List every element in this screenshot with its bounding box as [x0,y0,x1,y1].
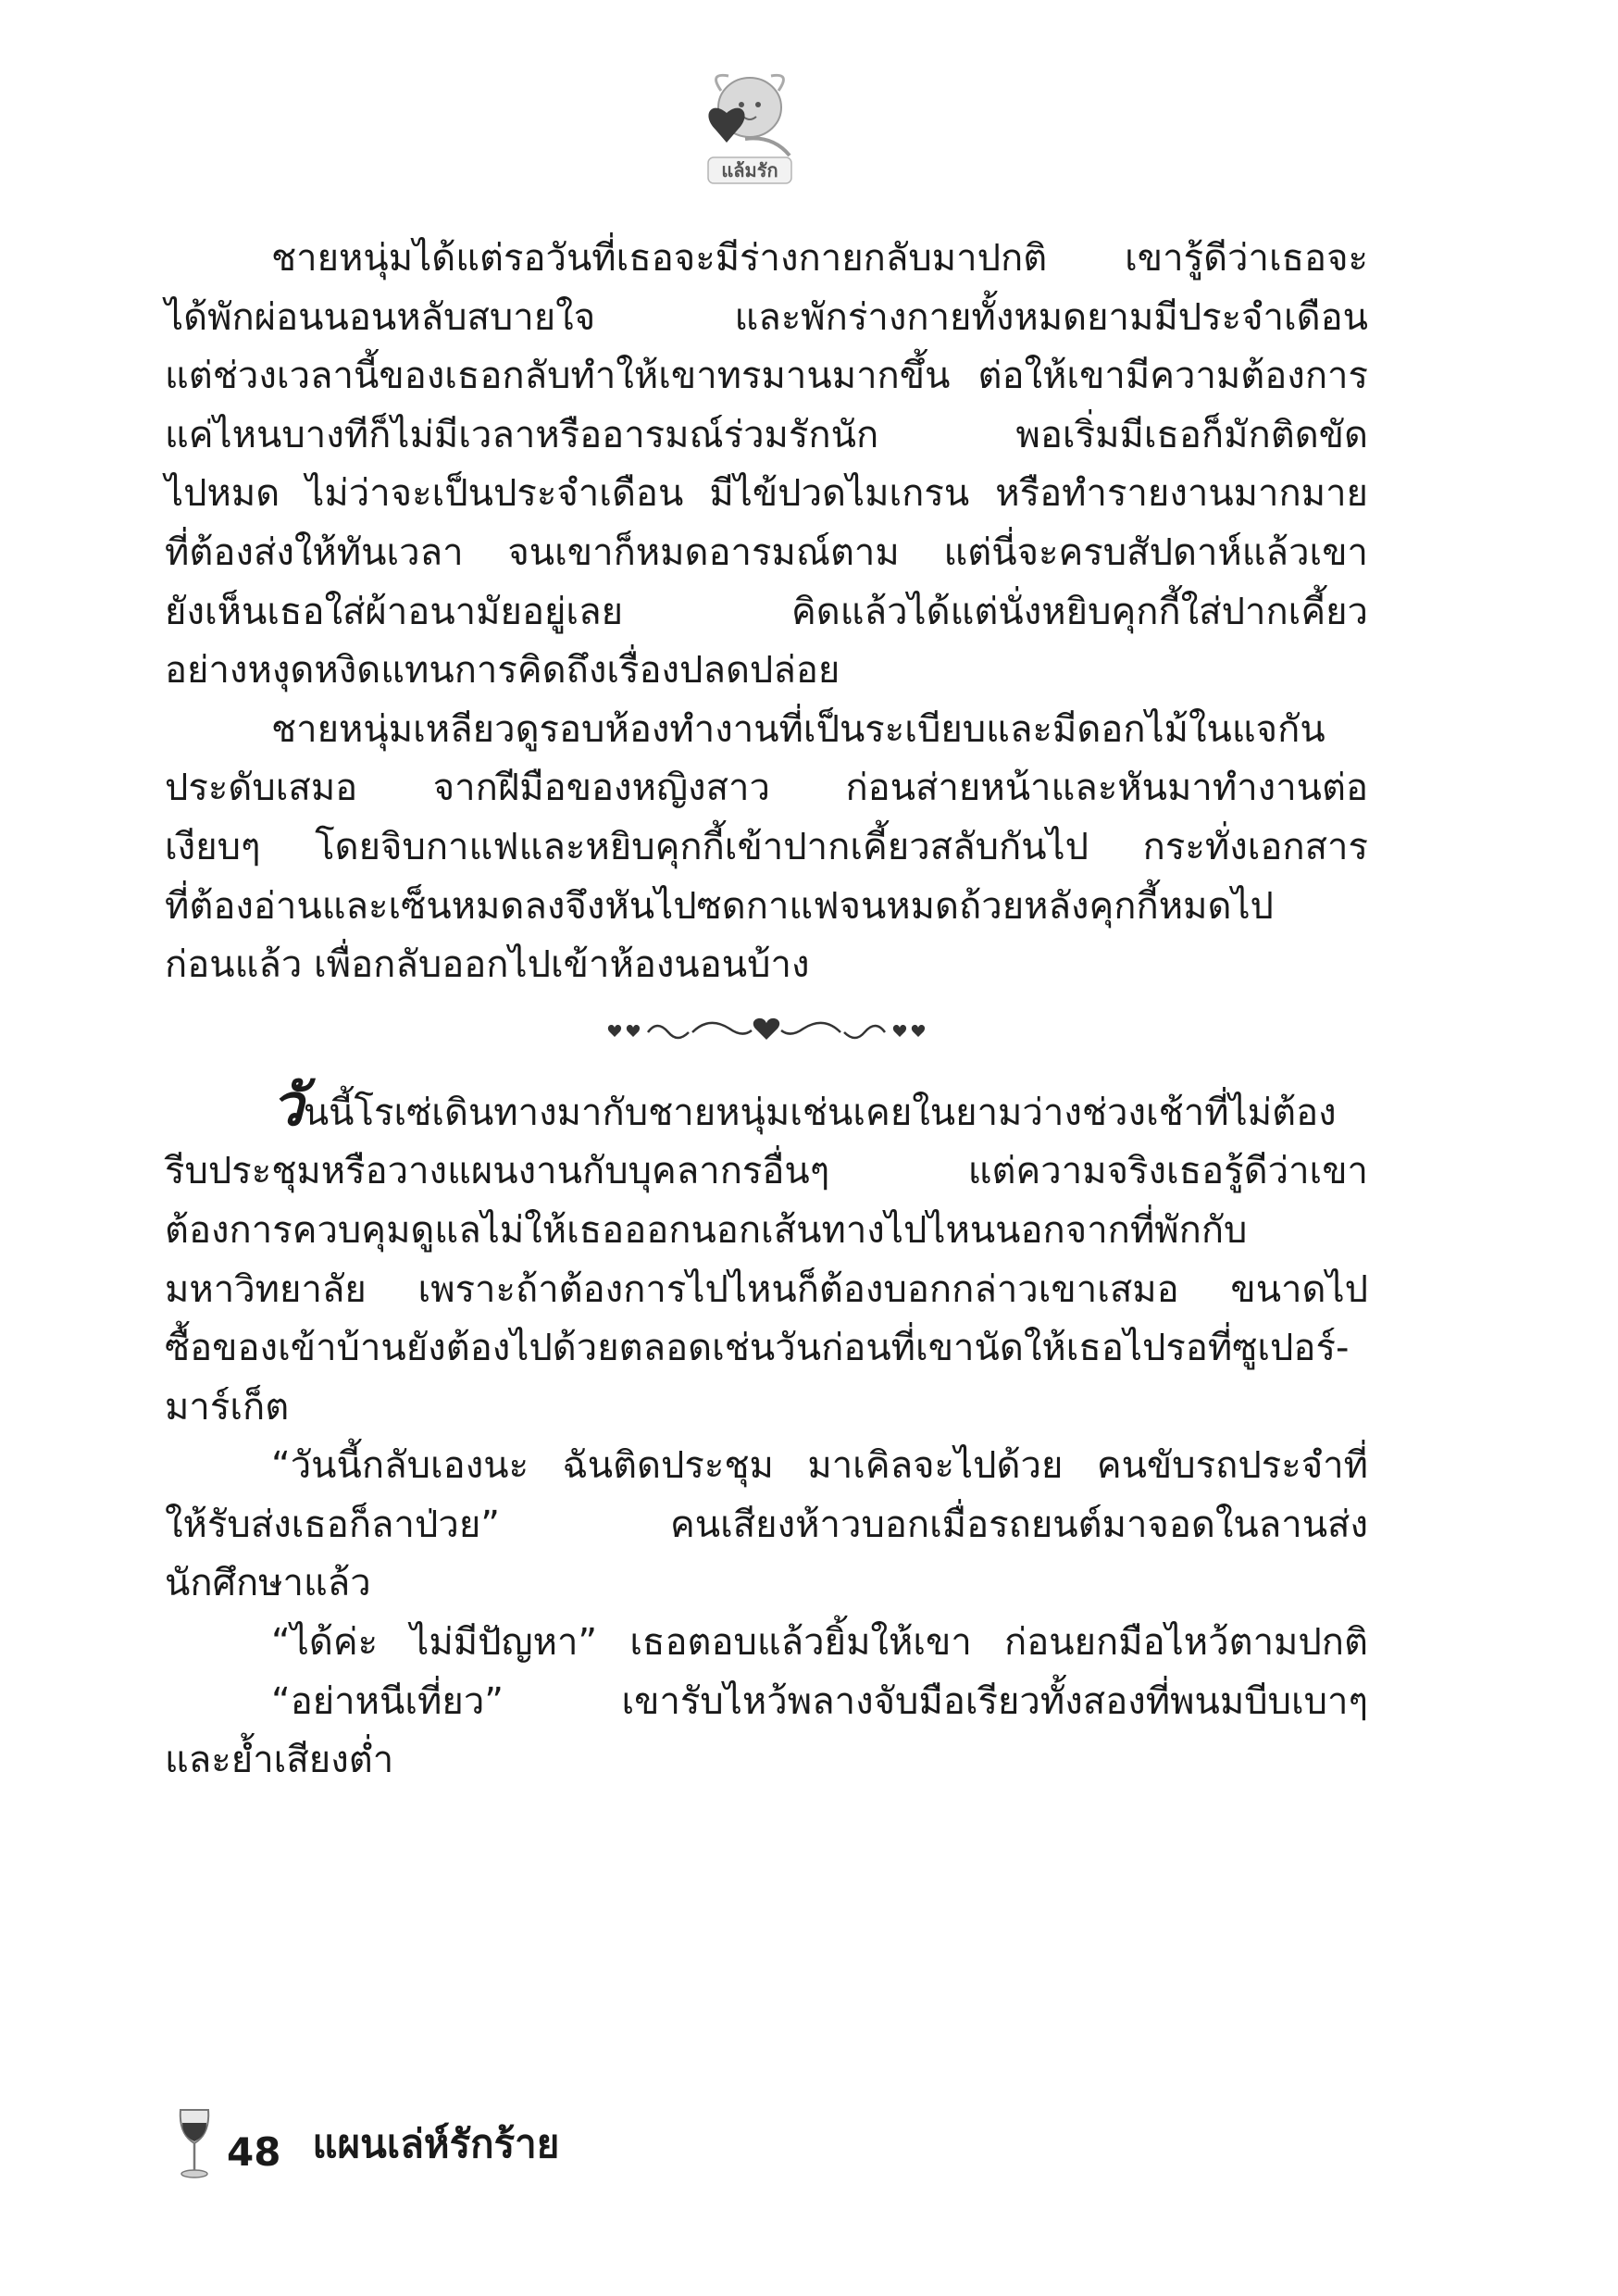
paragraph-line: ไปหมด ไม่ว่าจะเป็นประจำเดือน มีไข้ปวดไมเกรน หรือทำรายงานมากมาย [165,472,1368,516]
paragraph-line: ชายหนุ่มได้แต่รอวันที่เธอจะมีร่างกายกลับมาปกติ เขารู้ดีว่าเธอจะ [271,237,1368,280]
paragraph-line: อย่างหงุดหงิดแทนการคิดถึงเรื่องปลดปล่อย [165,649,840,693]
drop-cap: วั [271,1070,304,1139]
page-number: 48 [227,2129,281,2175]
paragraph-line: เงียบๆ โดยจิบกาแฟและหยิบคุกกี้เข้าปากเคี้ยวสลับกันไป กระทั่งเอกสาร [165,825,1368,868]
paragraph-line: นักศึกษาแล้ว [165,1562,371,1605]
paragraph-line: “อย่าหนีเที่ยว” เขารับไหว้พลางจับมือเรียวทั้งสองที่พนมบีบเบาๆ [271,1679,1368,1723]
section-divider [165,1008,1368,1064]
book-title: แผนเล่ห์รักร้าย [312,2121,560,2166]
paragraph-line: ให้รับส่งเธอก็ลาป่วย” คนเสียงห้าวบอกเมื่อรถยนต์มาจอดในลานส่ง [165,1503,1368,1546]
paragraph-line: รีบประชุมหรือวางแผนงานกับบุคลากรอื่นๆ แต่ความจริงเธอรู้ดีว่าเขา [165,1150,1368,1193]
paragraph-line: ที่ต้องอ่านและเซ็นหมดลงจึงหันไปซดกาแฟจนหมดถ้วยหลังคุกกี้หมดไป [165,884,1274,928]
paragraph-line: ยังเห็นเธอใส่ผ้าอนามัยอยู่เลย คิดแล้วได้แต่นั่งหยิบคุกกี้ใส่ปากเคี้ยว [165,590,1368,633]
paragraph-line: ได้พักผ่อนนอนหลับสบายใจ และพักร่างกายทั้งหมดยามมีประจำเดือน [165,295,1368,339]
paragraph-line: แค่ไหนบางทีก็ไม่มีเวลาหรืออารมณ์ร่วมรักนัก พอเริ่มมีเธอก็มักติดขัด [165,413,1368,456]
logo-wordmark: แล้มรัก [721,159,778,181]
body-text [165,230,1368,1791]
wine-glass-icon [171,2106,218,2180]
paragraph-line: ที่ต้องส่งให้ทันเวลา จนเขาก็หมดอารมณ์ตาม แต่นี่จะครบสัปดาห์แล้วเขา [165,530,1368,574]
paragraph-line: ชายหนุ่มเหลียวดูรอบห้องทำงานที่เป็นระเบียบและมีดอกไม้ในแจกัน [271,707,1326,751]
header-logo [680,54,819,193]
ornament-hearts-icon [600,1008,933,1054]
section-2 [165,1070,1368,1791]
paragraph-line: “ได้ค่ะ ไม่มีปัญหา” เธอตอบแล้วยิ้มให้เขา ก่อนยกมือไหว้ตามปกติ [271,1621,1368,1665]
paragraph-line: และย้ำเสียงต่ำ [165,1739,394,1782]
paragraph-line: แต่ช่วงเวลานี้ของเธอกลับทำให้เขาทรมานมากขึ้น ต่อให้เขามีความต้องการ [165,355,1368,398]
first-line-text: นนี้โรเซ่เดินทางมากับชายหนุ่มเช่นเคยในยามว่างช่วงเช้าที่ไม่ต้อง [303,1091,1337,1134]
paragraph-line: “วันนี้กลับเองนะ ฉันติดประชุม มาเคิลจะไปด้วย คนขับรถประจำที่ [271,1444,1368,1488]
paragraph-line: ต้องการควบคุมดูแลไม่ให้เธอออกนอกเส้นทางไปไหนนอกจากที่พักกับ [165,1208,1248,1252]
paragraph-line: ก่อนแล้ว เพื่อกลับออกไปเข้าห้องนอนบ้าง [165,943,810,987]
paragraph-first-line [165,1070,1368,1143]
paragraph-line: มาร์เก็ต [165,1385,290,1429]
cupid-logo-icon [680,54,819,193]
paragraph-line: ประดับเสมอ จากฝีมือของหญิงสาว ก่อนส่ายหน้าและหันมาทำงานต่อ [165,767,1368,810]
paragraph-line: ซื้อของเข้าบ้านยังต้องไปด้วยตลอดเช่นวันก่อนที่เขานัดให้เธอไปรอที่ซูเปอร์- [165,1327,1350,1370]
section-1 [165,230,1368,995]
page-footer [171,2106,559,2180]
paragraph-line: มหาวิทยาลัย เพราะถ้าต้องการไปไหนก็ต้องบอกกล่าวเขาเสมอ ขนาดไป [165,1267,1368,1311]
